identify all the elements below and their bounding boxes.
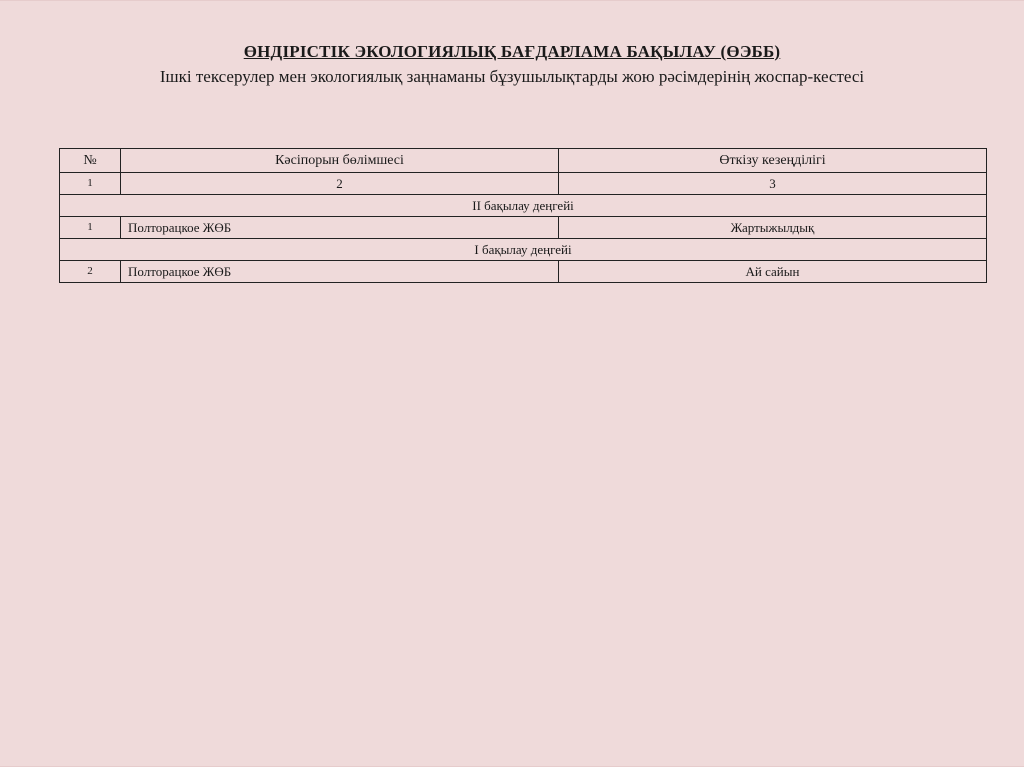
page-title: ӨНДІРІСТІК ЭКОЛОГИЯЛЫҚ БАҒДАРЛАМА БАҚЫЛАУ (ӨЭББ) bbox=[243, 42, 781, 61]
row-unit: Полторацкое ЖӨБ bbox=[121, 217, 559, 239]
column-number-3: 3 bbox=[559, 173, 987, 195]
section-row bbox=[60, 195, 987, 217]
row-unit: Полторацкое ЖӨБ bbox=[121, 261, 559, 283]
column-number-2: 2 bbox=[121, 173, 559, 195]
table-row bbox=[60, 217, 987, 239]
header-unit: Кәсіпорын бөлімшесі bbox=[121, 149, 559, 173]
table-header-row bbox=[60, 149, 987, 173]
section-label-level-2: ІІ бақылау деңгейі bbox=[60, 195, 987, 217]
slide-top-border bbox=[0, 0, 1024, 1]
column-number-1: 1 bbox=[60, 173, 121, 195]
schedule-table bbox=[59, 148, 987, 283]
row-period: Ай сайын bbox=[559, 261, 987, 283]
page-subtitle: Ішкі тексерулер мен экологиялық заңнаманы бұзушылықтарды жою рәсімдерінің жоспар-кестесі bbox=[159, 67, 865, 86]
table-row bbox=[60, 261, 987, 283]
header-period: Өткізу кезеңділігі bbox=[559, 149, 987, 173]
row-period: Жартыжылдық bbox=[559, 217, 987, 239]
section-label-level-1: І бақылау деңгейі bbox=[60, 239, 987, 261]
section-row bbox=[60, 239, 987, 261]
row-number: 2 bbox=[60, 261, 121, 283]
column-number-row bbox=[60, 173, 987, 195]
header-number: № bbox=[60, 149, 121, 173]
row-number: 1 bbox=[60, 217, 121, 239]
